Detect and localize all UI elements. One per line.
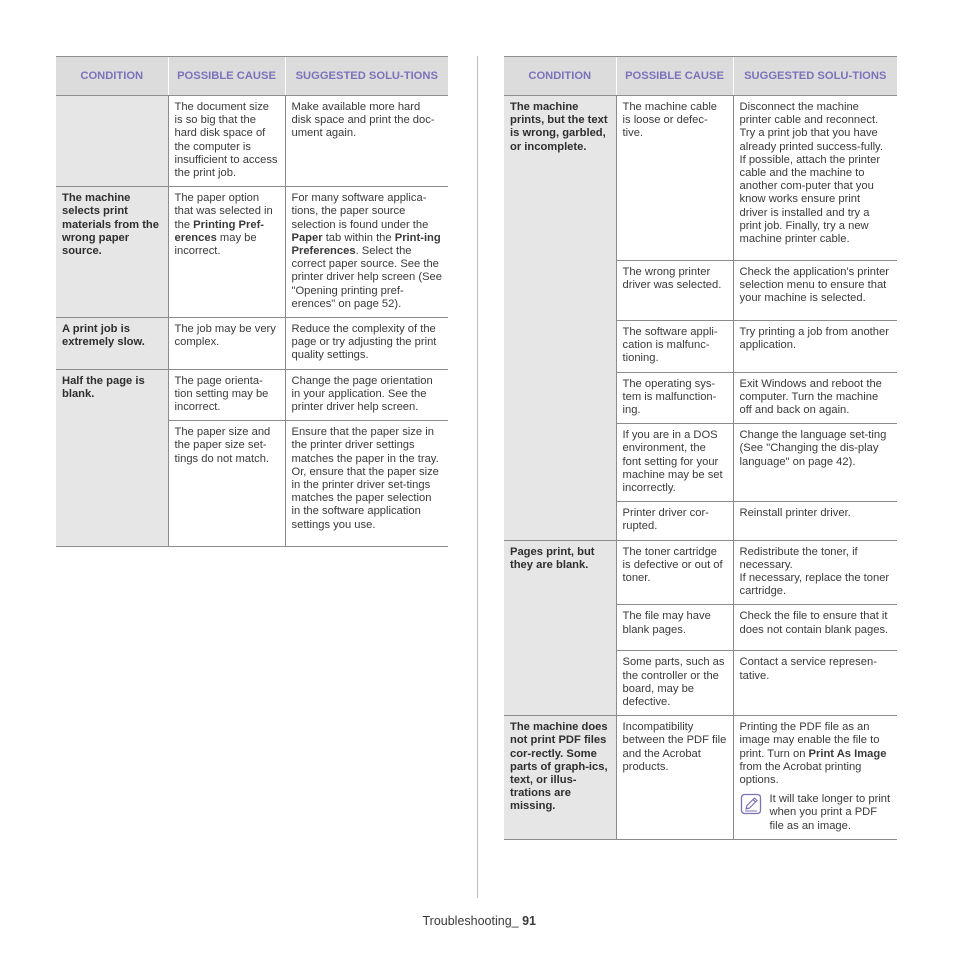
- solution-cell: Contact a service represen-tative.: [733, 651, 897, 716]
- page-footer: [422, 914, 536, 928]
- note-text: It will take longer to print when you print a PDF file as an image.: [769, 793, 891, 832]
- cause-cell: The software appli-cation is malfunc-tioning.: [616, 321, 733, 373]
- solution-cell: [285, 187, 448, 318]
- cause-cell: Incompatibility between the PDF file and the Acrobat products.: [616, 716, 733, 840]
- solution-text: . Select the correct paper source. See the printer driver help screen (See "Opening printing pref-erences" on page 52).: [291, 245, 442, 310]
- note: [740, 793, 892, 833]
- solution-cell: Try printing a job from another application.: [733, 321, 897, 373]
- cause-text: The paper option that was selected in the: [174, 192, 273, 231]
- header-possible-cause: POSSIBLE CAUSE: [616, 57, 733, 96]
- solution-bold-text: Print-ing Preferences: [291, 231, 441, 258]
- cause-cell: The operating sys-tem is malfunction-ing.: [616, 372, 733, 424]
- solution-text: If necessary, replace the toner cartridge.: [739, 572, 890, 598]
- cause-cell: The page orienta-tion setting may be incorrect.: [168, 369, 285, 421]
- solution-cell: Check the file to ensure that it does not contain blank pages.: [733, 605, 897, 651]
- cause-cell: Printer driver cor-rupted.: [616, 502, 733, 540]
- table-row: [56, 96, 448, 187]
- solution-text: tab within the: [322, 231, 395, 244]
- solution-cell: Reinstall printer driver.: [733, 502, 897, 540]
- condition-cell: The machine does not print PDF files cor-rectly. Some parts of graph-ics, text, or illus-trations are missing.: [504, 716, 616, 840]
- condition-cell: The machine selects print materials from the wrong paper source.: [56, 187, 168, 318]
- cause-cell: The file may have blank pages.: [616, 605, 733, 651]
- header-possible-cause: POSSIBLE CAUSE: [168, 57, 285, 96]
- table-row: [56, 187, 448, 318]
- header-suggested-solutions: SUGGESTED SOLU-TIONS: [285, 57, 448, 96]
- solution-cell: Change the language set-ting (See "Changing the dis-play language" on page 42).: [733, 424, 897, 502]
- cause-cell: The job may be very complex.: [168, 318, 285, 370]
- note-pencil-icon: [740, 793, 762, 815]
- table-row: [504, 96, 897, 261]
- cause-cell: The paper size and the paper size set-tings do not match.: [168, 421, 285, 547]
- header-suggested-solutions: SUGGESTED SOLU-TIONS: [733, 57, 897, 96]
- solution-text: Printing the PDF file as an image may enable the file to print. Turn on: [739, 721, 880, 760]
- cause-cell: The document size is so big that the hard disk space of the computer is insufficient to access the print job.: [168, 96, 285, 187]
- cause-bold-text: Printing Pref-erences: [174, 218, 265, 244]
- header-condition: CONDITION: [504, 57, 616, 96]
- column-divider: [477, 56, 478, 898]
- solution-cell: Check the application's printer selection menu to ensure that your machine is selected.: [733, 261, 897, 321]
- solution-cell: [285, 421, 448, 547]
- solution-text: from the Acrobat printing options.: [739, 760, 862, 787]
- solution-cell: [733, 716, 897, 840]
- table-header-row: [504, 57, 897, 96]
- cause-cell: The toner cartridge is defective or out of toner.: [616, 540, 733, 605]
- solution-cell: Make available more hard disk space and print the doc-ument again.: [285, 96, 448, 187]
- solution-cell: Disconnect the machine printer cable and reconnect. Try a print job that you have already printed success-fully. If possible, attach the printer cable and the machine to another com-puter that you know works ensure print driver is installed and try a print job. Finally, try a new machine printer cable.: [733, 96, 897, 261]
- solution-bold-text: Paper: [291, 231, 323, 244]
- solution-text: Redistribute the toner, if necessary.: [739, 545, 858, 571]
- table-row: [504, 716, 897, 840]
- page-number: 91: [522, 914, 536, 928]
- condition-cell: [56, 96, 168, 187]
- solution-cell: Exit Windows and reboot the computer. Turn the machine off and back on again.: [733, 372, 897, 424]
- solution-text-block: [740, 721, 892, 787]
- cause-cell: Some parts, such as the controller or the board, may be defective.: [616, 651, 733, 716]
- troubleshooting-table-right: [504, 56, 897, 840]
- cause-cell: The wrong printer driver was selected.: [616, 261, 733, 321]
- cause-text: may be incorrect.: [174, 231, 257, 258]
- table-row: [56, 318, 448, 370]
- footer-section-label: Troubleshooting_: [422, 914, 523, 928]
- table-row: [56, 369, 448, 421]
- solution-bold-text: Print As Image: [808, 747, 887, 760]
- solution-text: Ensure that the paper size in the printer driver settings matches the paper in the tray.: [291, 426, 439, 465]
- condition-cell: Pages print, but they are blank.: [504, 540, 616, 716]
- cause-cell: [168, 187, 285, 318]
- cause-cell: If you are in a DOS environment, the font setting for your machine may be set incorrectly.: [616, 424, 733, 502]
- solution-cell: Change the page orientation in your application. See the printer driver help screen.: [285, 369, 448, 421]
- table-row: [504, 540, 897, 605]
- solution-cell: [733, 540, 897, 605]
- solution-cell: Reduce the complexity of the page or try adjusting the print quality settings.: [285, 318, 448, 370]
- condition-cell: Half the page is blank.: [56, 369, 168, 547]
- solution-text: For many software applica-tions, the paper source selection is found under the: [291, 192, 429, 231]
- troubleshooting-table-left: [56, 56, 448, 547]
- solution-text: Or, ensure that the paper size in the printer driver set-tings matches the paper selection in the software application settings you use.: [291, 465, 439, 531]
- cause-cell: The machine cable is loose or defec-tive.: [616, 96, 733, 261]
- header-condition: CONDITION: [56, 57, 168, 96]
- table-header-row: [56, 57, 448, 96]
- condition-cell: The machine prints, but the text is wrong, garbled, or incomplete.: [504, 96, 616, 541]
- condition-cell: A print job is extremely slow.: [56, 318, 168, 370]
